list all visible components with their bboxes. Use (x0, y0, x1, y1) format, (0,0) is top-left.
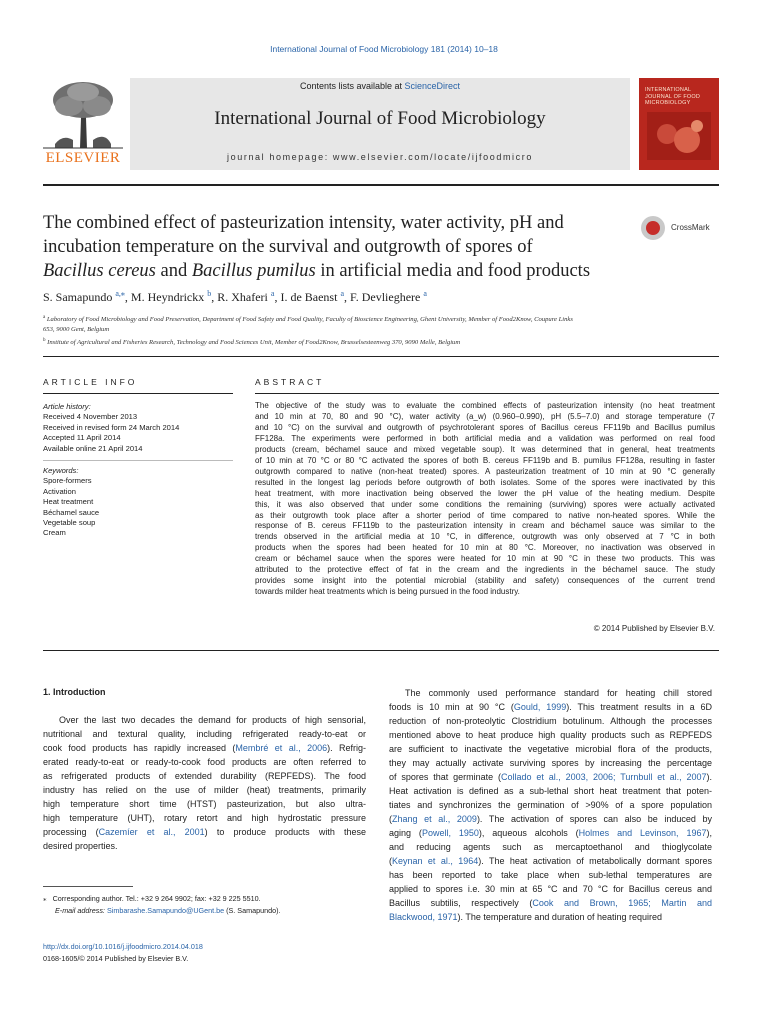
abstract-line: attributed to the protective effect of fat in the cream and the ingredients in the béchamel sauce. The study (255, 565, 715, 575)
article-info-divider (43, 393, 233, 394)
abstract-divider (255, 393, 719, 394)
author-name: F. Devlieghere (350, 290, 424, 304)
footnote-star: ⁎ (43, 894, 47, 903)
species-name: Bacillus pumilus (191, 261, 316, 281)
body-line (43, 769, 366, 783)
masthead-divider (43, 184, 719, 186)
introduction-heading: 1. Introduction (43, 687, 106, 697)
body-text: cook food products has rapidly increased ( (43, 743, 236, 753)
citation-link[interactable]: Holmes and Levinson, 1967 (578, 828, 707, 838)
article-history (43, 402, 233, 454)
body-column-left (43, 713, 366, 853)
body-line (43, 713, 366, 727)
abstract-line: resulted in the longest lag periods before outgrowth of both isolates. Some of the spores were inactivated by this (255, 477, 715, 487)
keyword-item: Vegetable soup (43, 518, 96, 528)
body-text: nutritional and textural quality, including refrigerated ready-to-eat or (43, 729, 366, 739)
author-separator: , (344, 290, 350, 304)
article-title-line: The combined effect of pasteurization intensity, water activity, pH and (43, 213, 564, 233)
abstract-line: products (cream, béchamel sauce and mixed vegetable soup). It was determined that in general, heat treatments (255, 444, 715, 454)
citation-link[interactable]: Cazemíer et al., 2001 (98, 827, 205, 837)
email-link[interactable]: Simbarashe.Samapundo@UGent.be (106, 905, 225, 915)
elsevier-logo[interactable] (43, 78, 123, 170)
cover-title (645, 87, 713, 107)
email-suffix: (S. Samapundo). (224, 905, 281, 915)
body-line (389, 910, 712, 924)
author-affiliation-marker[interactable]: a (340, 289, 344, 298)
affiliation-text: 653, 9000 Gent, Belgium (43, 326, 110, 334)
body-text: foods is 10 min at 90 °C ( (389, 702, 514, 712)
abstract-heading: ABSTRACT (255, 377, 325, 387)
body-line (389, 840, 712, 854)
history-label: Article history: (43, 402, 91, 411)
body-text: ). Refrig- (327, 743, 366, 753)
abstract-line: this, it was also observed that under some conditions the remaining (surviving) spores were actually activated (255, 499, 715, 509)
affiliation-label: a (43, 315, 46, 320)
body-line (389, 686, 712, 700)
abstract-line: provides some insight into the potential microbial (stability and safety) consequences of the current trend (255, 576, 715, 586)
history-item: Accepted 11 April 2014 (43, 433, 121, 443)
article-info-heading: ARTICLE INFO (43, 377, 138, 387)
elsevier-wordmark: ELSEVIER (45, 150, 121, 166)
body-text: erated ready-to-eat or ready-to-cook food products are often referred to (43, 757, 366, 767)
affiliation-label: b (43, 338, 46, 343)
cover-title-line: JOURNAL OF FOOD (645, 93, 701, 100)
cover-title-line: INTERNATIONAL (645, 87, 692, 93)
body-text: ), aqueous alcohols ( (478, 828, 579, 838)
abstract-line: and 10 min at 70, 80 and 90 °C), water activity (a_w) (0.960–0.990), pH (5.5–7.0) and storage temperature (7 (255, 411, 715, 421)
species-name: Bacillus cereus (43, 261, 156, 281)
affiliation-text: Institute of Agricultural and Fisheries Research, Technology and Food Sciences Unit, Member of Food2Know, Brusselsesteenweg 370, 9090 Melle, Belgium (47, 339, 461, 347)
body-text: Over the last two decades the demand for products of high sensorial, (59, 715, 366, 725)
body-text: ). The temperature and duration of heating required (457, 912, 663, 922)
author[interactable] (280, 290, 344, 304)
body-text: reduction of non-proteolytic Clostridium botulinum. Although the processes (389, 716, 712, 726)
journal-title[interactable]: International Journal of Food Microbiology (214, 108, 546, 129)
author-name: R. Xhaferi (217, 290, 271, 304)
body-line (43, 839, 366, 853)
abstract-line: trends observed in the artificial media at 10 °C, in difference, outgrowth was only observed at 7 °C in both (255, 532, 715, 542)
contents-line (130, 81, 630, 91)
abstract-line: The objective of the study was to evaluate the combined effects of pasteurization intensity (no heat treatment (255, 401, 715, 410)
keyword-item: Cream (43, 528, 66, 538)
body-text: mentioned above to heat produce high quality products such as REPFEDS (389, 730, 712, 740)
body-line (389, 798, 712, 812)
author[interactable] (131, 290, 211, 304)
abstract-line: as their outgrowth took place after a shorter period of time compared to native non-heated spores. While the (255, 510, 715, 520)
body-text: ). The heat activation of metabolically dormant spores (478, 856, 712, 866)
body-text: and reducing agents such as mercaptoethanol and thioglycolate (389, 842, 712, 852)
body-text: ), (706, 828, 712, 838)
masthead-banner (130, 78, 630, 170)
cover-title-line: MICROBIOLOGY (645, 100, 691, 106)
author[interactable] (350, 290, 427, 304)
keyword-item: Activation (43, 486, 76, 496)
body-line (389, 700, 712, 714)
journal-cover-image[interactable] (639, 78, 719, 170)
author-name: I. de Baenst (280, 290, 341, 304)
citation-link[interactable]: Keynan et al., 1964 (392, 856, 479, 866)
body-text: they may actually activate surviving spores by increasing the percentage (389, 758, 712, 768)
author-affiliation-marker[interactable]: a (423, 289, 427, 298)
abstract-line: outgrowth compared to native (non-heat treated) spores. A pasteurization treatment of 10 min at 90 °C generally (255, 466, 715, 476)
journal-reference-link[interactable]: International Journal of Food Microbiology 181 (2014) 10–18 (270, 44, 498, 54)
body-text: high temperature (UHT), rotary retort and high hydrostatic pressure (43, 813, 366, 823)
info-separator (43, 460, 233, 461)
author-affiliation-marker[interactable]: a (270, 289, 275, 298)
author-name: M. Heyndrickx (130, 290, 208, 304)
abstract-copyright: © 2014 Published by Elsevier B.V. (593, 624, 715, 633)
history-item: Received 4 November 2013 (43, 412, 138, 422)
body-line (43, 727, 366, 741)
body-text: ). (706, 772, 712, 782)
body-text: Heat activation is defined as a sub-lethal short heat treatment that poten- (389, 786, 712, 796)
citation-link[interactable]: Membré et al., 2006 (235, 743, 328, 753)
body-line (389, 714, 712, 728)
body-text: as refrigerated products of extended durability (REPFEDS). The food (43, 771, 366, 781)
author-affiliation-marker[interactable]: b (207, 289, 212, 298)
citation-link[interactable]: Blackwood, 1971 (389, 912, 458, 922)
body-line (389, 882, 712, 896)
keyword-item: Heat treatment (43, 497, 94, 507)
body-column-right (389, 686, 712, 924)
body-line (43, 741, 366, 755)
body-line (389, 742, 712, 756)
citation-link[interactable]: Powell, 1950 (421, 828, 479, 838)
abstract-line: and 10 °C) on the survival and outgrowth of psychrotolerant spores of Bacillus cereus FF119b and Bacillus pumilus (255, 422, 715, 432)
author[interactable] (43, 290, 125, 304)
history-item: Available online 21 April 2014 (43, 443, 143, 453)
title-connector: and (155, 261, 192, 281)
affiliation-b (43, 336, 719, 348)
elsevier-tree-icon (43, 78, 123, 150)
author[interactable] (217, 290, 274, 304)
journal-homepage-link[interactable]: journal homepage: www.elsevier.com/locate/ijfoodmicro (227, 152, 533, 162)
body-text: ). This treatment results in a 6D (566, 702, 712, 712)
citation-link[interactable]: Gould, 1999 (513, 702, 567, 712)
doi-block (43, 941, 203, 964)
body-text: are sufficient to inactivate the vegetative microbial flora of the products, (389, 744, 712, 754)
email-label: E-mail address: (55, 905, 105, 915)
citation-link[interactable]: Zhang et al., 2009 (392, 814, 477, 824)
body-text: tiates and synchronizes the germination of >90% of a spore population (389, 800, 712, 810)
cover-art-icon (647, 112, 711, 160)
article-title (43, 211, 623, 283)
affiliation-a (43, 313, 719, 335)
body-text: Bacillus subtilis, respectively ( (389, 898, 533, 908)
keywords (43, 466, 233, 539)
abstract-text (255, 401, 715, 598)
author-list (43, 289, 723, 305)
affiliation-text: Laboratory of Food Microbiology and Food Preservation, Department of Food Safety and Food Quality, Faculty of Bioscience Engineering, Ghent University, Member of Food2Know, Coupure Links (46, 316, 573, 324)
abstract-line: of 10 min at 70 °C or 80 °C activated the spores of both B. cereus FF119b and B. pumilus FF128a, resulting in faster (255, 455, 715, 465)
body-line (43, 783, 366, 797)
abstract-line: heat treatment, with more inactivation being observed the lower the pH value of the heating medium. Despite (255, 488, 715, 498)
body-line (389, 812, 712, 826)
body-line (389, 826, 712, 840)
body-line (389, 728, 712, 742)
body-text: has been reported to take place when sub-lethal temperatures are (389, 870, 712, 880)
body-text: processing ( (43, 827, 99, 837)
body-line (43, 825, 366, 839)
body-text: desired properties. (43, 841, 118, 851)
body-line (389, 896, 712, 910)
issn-line: 0168-1605/© 2014 Published by Elsevier B.V. (43, 953, 189, 963)
body-line (43, 811, 366, 825)
corresponding-author-footnote (43, 893, 366, 916)
masthead (43, 78, 719, 176)
body-text: high temperature short time (HTST) pasteurization, but also ultra- (43, 799, 366, 809)
body-line (389, 854, 712, 868)
citation-link[interactable]: Cook and Brown, 1965; Martin and (532, 898, 712, 908)
body-text: ( (389, 856, 392, 866)
body-text: applied to spores i.e. 30 min at 65 °C and 70 °C for Bacillus cereus and (389, 884, 712, 894)
author-separator: , (211, 290, 218, 304)
body-text: ). The activation of spores can also be induced by (476, 814, 713, 824)
body-line (43, 755, 366, 769)
body-line (389, 868, 712, 882)
abstract-line: response of B. cereus FF119b to the pasteurization intensity in cream and béchamel sauce was similar to the (255, 521, 715, 531)
title-tail: in artificial media and food products (315, 261, 591, 281)
author-affiliation-marker[interactable]: a,⁎ (115, 289, 125, 298)
crossmark-icon (641, 216, 665, 240)
body-text: aging ( (389, 828, 422, 838)
article-title-line: incubation temperature on the survival and outgrowth of spores of (43, 237, 533, 257)
abstract-bottom-divider (43, 650, 719, 651)
author-name: S. Samapundo (43, 290, 116, 304)
abstract-line: towards milder heat treatments which is being pursued in the food industry. (255, 587, 520, 597)
body-line (43, 797, 366, 811)
body-text: ) to produce products with these (204, 827, 366, 837)
citation-link[interactable]: Collado et al., 2003, 2006; Turnbull et al., 2007 (500, 772, 707, 782)
corresponding-author-text: Corresponding author. Tel.: +32 9 264 9902; fax: +32 9 225 5510. (52, 894, 261, 903)
crossmark-button[interactable] (641, 216, 721, 242)
body-text: The commonly used performance standard for heating chill stored (405, 688, 712, 698)
body-text: ( (389, 814, 392, 824)
body-line (389, 784, 712, 798)
keyword-item: Béchamel sauce (43, 507, 100, 517)
body-text: of spores that germinate ( (389, 772, 501, 782)
abstract-line: cream or béchamel sauce when the spores were heated for 10 min at 90 °C in these two products. This was (255, 554, 715, 564)
keywords-label: Keywords: (43, 466, 79, 475)
contents-prefix: Contents lists available at (299, 81, 405, 91)
body-line (389, 770, 712, 784)
author-separator: , (274, 290, 281, 304)
footnote-rule (43, 886, 133, 887)
crossmark-label: CrossMark (671, 223, 710, 232)
body-line (389, 756, 712, 770)
article-title-line (43, 259, 623, 283)
keyword-item: Spore-formers (43, 476, 92, 486)
sciencedirect-link[interactable]: ScienceDirect (404, 81, 461, 91)
abstract-line: products when the spores had been heated for 10 min at 80 °C. Moreover, no inactivation was observed in (255, 543, 715, 553)
body-text: industry has relied on the use of milder (heat) treatments, primarily (43, 785, 366, 795)
author-separator: , (124, 290, 131, 304)
doi-link[interactable]: http://dx.doi.org/10.1016/j.ijfoodmicro.2014.04.018 (43, 942, 203, 951)
abstract-line: FF128a. The experiments were performed in both artificial media and a validation was performed on real food (255, 433, 715, 443)
header-divider (43, 356, 719, 357)
history-item: Received in revised form 24 March 2014 (43, 422, 180, 432)
